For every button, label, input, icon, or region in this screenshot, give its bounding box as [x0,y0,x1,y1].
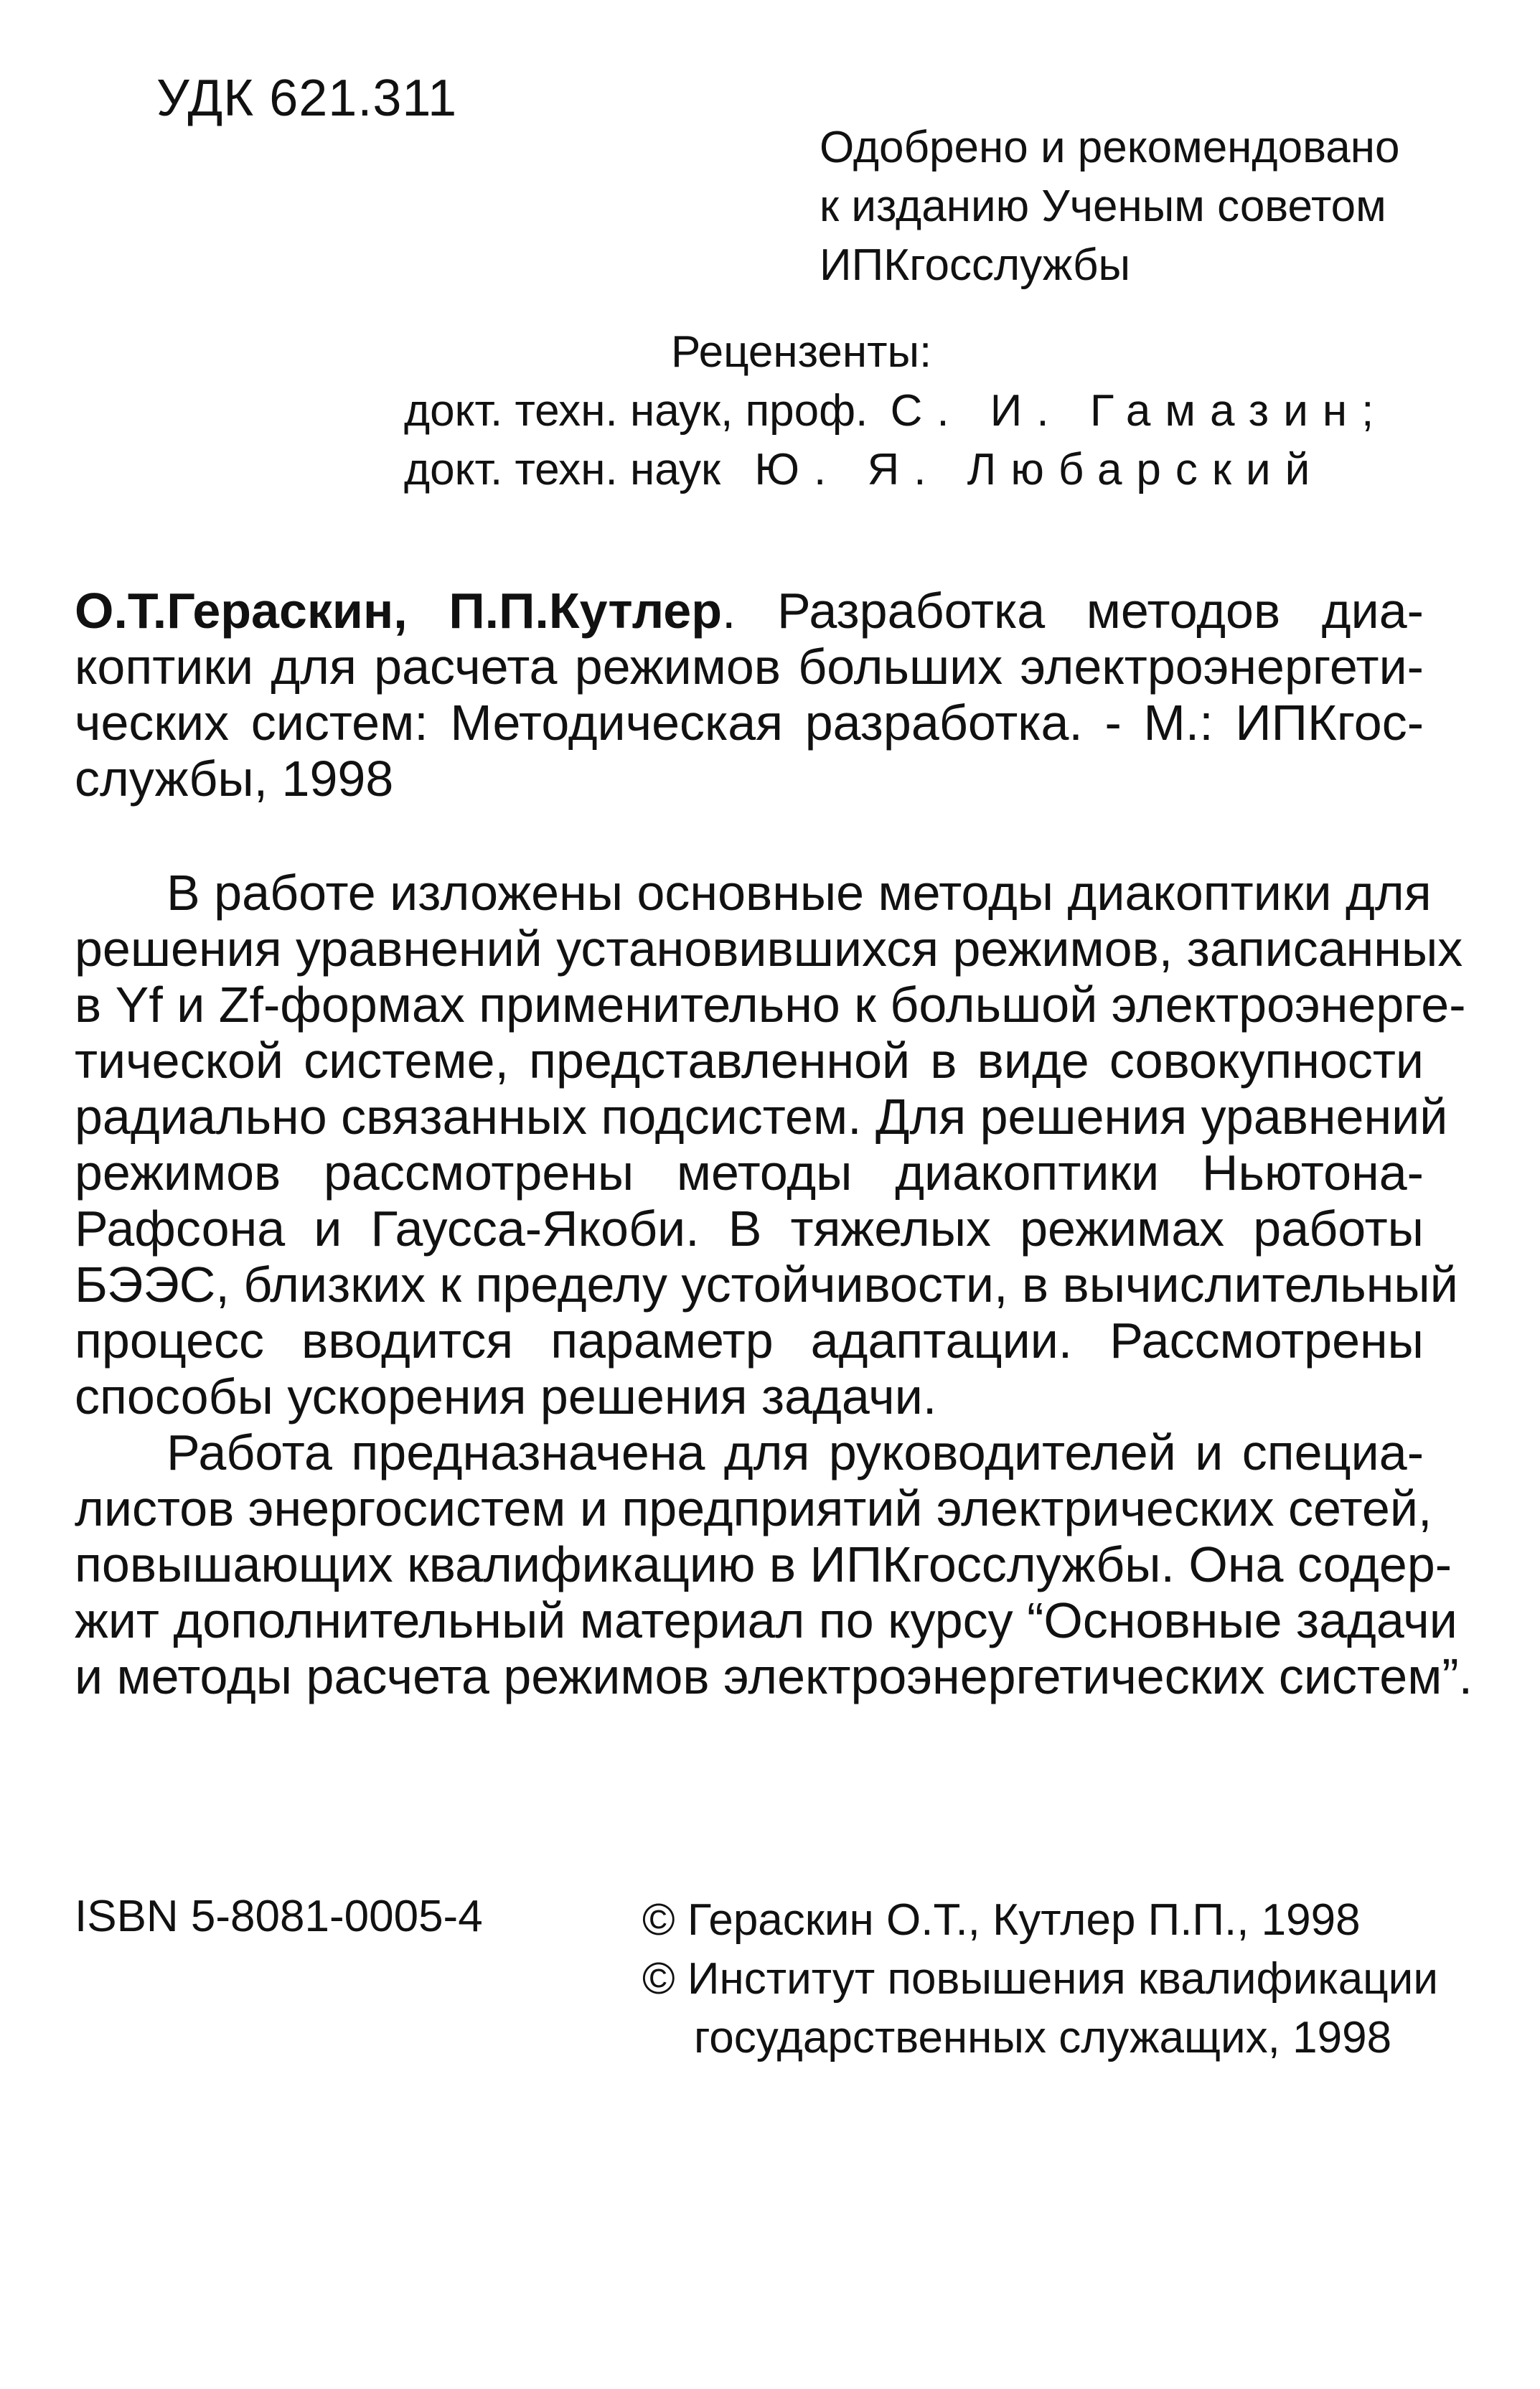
abstract-line: и методы расчета режимов электроэнергетических систем”. [75,1648,1473,1704]
abstract-line: радиально связанных подсистем. Для решения уравнений [75,1089,1448,1145]
abstract-line: жит дополнительный материал по курсу “Основные задачи [75,1592,1457,1648]
bibliographic-citation [75,583,1424,807]
reviewer-2-name: Ю. Я. Любарский [754,445,1325,494]
abstract-line: повышающих квалификацию в ИПКгосслужбы. Она содер- [75,1536,1452,1592]
abstract-line: решения уравнений установившихся режимов, записанных [75,921,1463,977]
abstract-line: листов энергосистем и предприятий электрических сетей, [75,1480,1432,1536]
udk-code: УДК 621.311 [156,70,458,127]
abstract-line: тической системе, представленной в виде совокупности [75,1033,1424,1089]
citation-title-start: . Разработка методов диа- [721,583,1424,639]
citation-line-4: службы, 1998 [75,751,394,807]
abstract-line: способы ускорения решения задачи. [75,1369,937,1425]
reviewer-2-degree: докт. техн. наук [404,445,721,494]
reviewers-title: Рецензенты: [671,327,932,377]
citation-line-1 [75,583,1424,639]
copyright-institute-cont: государственных служащих, 1998 [694,2013,1392,2062]
approval-note [820,118,1400,295]
abstract-line: в Yf и Zf-формах применительно к большой электроэнерге- [75,977,1466,1033]
citation-authors: О.Т.Гераскин, П.П.Кутлер [75,583,722,639]
abstract-line: Рафсона и Гаусса-Якоби. В тяжелых режимах работы [75,1201,1424,1257]
isbn: ISBN 5-8081-0005-4 [75,1892,483,1941]
approval-line-1: Одобрено и рекомендовано [820,123,1400,172]
copyright-block [642,1891,1438,2068]
citation-line-3: ческих систем: Методическая разработка. - М.: ИПКгос- [75,695,1424,751]
reviewer-1 [404,385,1388,436]
approval-line-2: к изданию Ученым советом [820,182,1386,231]
abstract-paragraph-1 [75,865,1466,1425]
copyright-authors: © Гераскин О.Т., Кутлер П.П., 1998 [642,1895,1361,1945]
copyright-institute: © Институт повышения квалификации [642,1954,1438,2004]
citation-line-2: коптики для расчета режимов больших электроэнергети- [75,639,1424,695]
abstract-line: В работе изложены основные методы диакоптики для [166,865,1432,921]
approval-line-3: ИПКгосслужбы [820,240,1131,290]
reviewer-1-degree: докт. техн. наук, проф. [404,386,868,436]
reviewer-1-name: С. И. Гамазин; [890,386,1389,436]
reviewer-2 [404,444,1324,495]
abstract-line: процесс вводится параметр адаптации. Рассмотрены [75,1313,1424,1369]
abstract-paragraph-2 [75,1425,1473,1704]
abstract-line: Работа предназначена для руководителей и специа- [166,1425,1424,1480]
abstract-line: режимов рассмотрены методы диакоптики Ньютона- [75,1145,1424,1201]
abstract-line: БЭЭС, близких к пределу устойчивости, в вычислительный [75,1257,1458,1313]
